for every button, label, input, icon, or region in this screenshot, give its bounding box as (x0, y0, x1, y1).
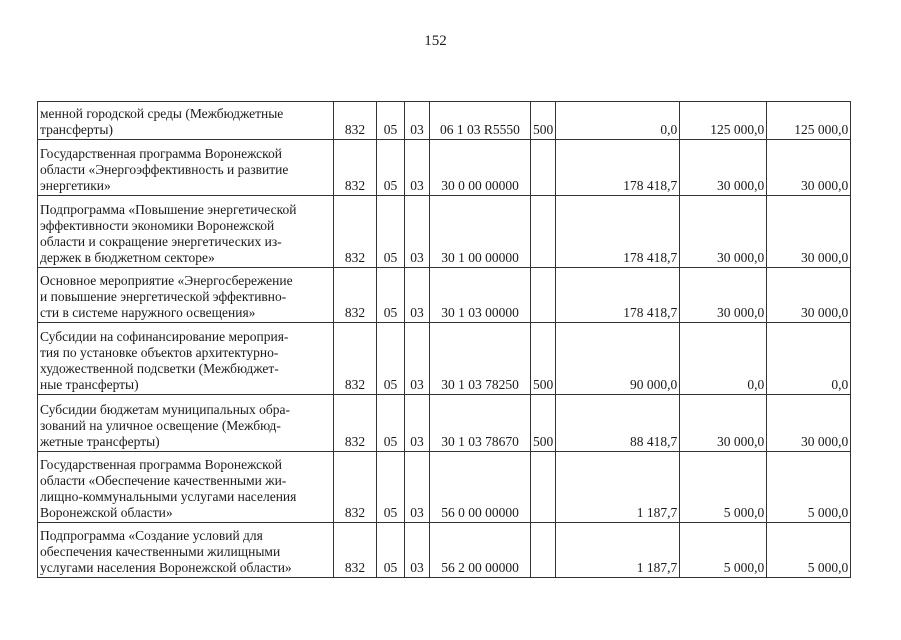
item-name-line: Воронежской области» (40, 505, 173, 520)
item-name-line: области и сокращение энергетических из- (40, 234, 282, 249)
grbs-cell: 832 (334, 268, 377, 323)
item-name-line: Государственная программа Воронежской (40, 146, 282, 161)
amount-year1-cell: 178 418,7 (556, 196, 680, 268)
amount-year3-cell: 0,0 (767, 323, 851, 395)
amount-year3-cell: 125 000,0 (767, 102, 851, 140)
table-body (38, 102, 851, 578)
table-row (38, 196, 851, 268)
amount-year1-cell: 88 418,7 (556, 395, 680, 452)
target-article-cell: 56 0 00 00000 (430, 452, 531, 523)
expense-type-cell (531, 268, 556, 323)
item-name-line: Субсидии бюджетам муниципальных обра- (40, 402, 290, 417)
amount-year3-cell: 30 000,0 (767, 196, 851, 268)
section-cell: 05 (377, 452, 405, 523)
amount-year1-cell: 178 418,7 (556, 268, 680, 323)
page-number: 152 (424, 33, 447, 49)
amount-year1-cell: 0,0 (556, 102, 680, 140)
target-article-cell: 30 1 03 78670 (430, 395, 531, 452)
item-name-line: ные трансферты) (40, 377, 139, 392)
item-name-line: энергетики» (40, 178, 111, 193)
target-article-cell: 56 2 00 00000 (430, 523, 531, 578)
amount-year3-cell: 30 000,0 (767, 140, 851, 196)
subsection-cell: 03 (405, 523, 430, 578)
subsection-cell: 03 (405, 140, 430, 196)
section-cell: 05 (377, 395, 405, 452)
target-article-cell: 30 0 00 00000 (430, 140, 531, 196)
section-cell: 05 (377, 140, 405, 196)
amount-year2-cell: 30 000,0 (680, 268, 767, 323)
item-name-cell (38, 395, 334, 452)
item-name-cell (38, 323, 334, 395)
amount-year1-cell: 1 187,7 (556, 452, 680, 523)
grbs-cell: 832 (334, 102, 377, 140)
amount-year3-cell: 5 000,0 (767, 523, 851, 578)
amount-year1-cell: 90 000,0 (556, 323, 680, 395)
item-name-cell (38, 102, 334, 140)
target-article-cell: 30 1 00 00000 (430, 196, 531, 268)
item-name-line: Подпрограмма «Создание условий для (40, 528, 263, 543)
amount-year3-cell: 30 000,0 (767, 268, 851, 323)
amount-year1-cell: 178 418,7 (556, 140, 680, 196)
section-cell: 05 (377, 268, 405, 323)
expense-type-cell (531, 140, 556, 196)
target-article-cell: 30 1 03 00000 (430, 268, 531, 323)
amount-year2-cell: 30 000,0 (680, 395, 767, 452)
expense-type-cell (531, 196, 556, 268)
item-name-line: Субсидии на софинансирование мероприя- (40, 329, 289, 344)
table-row (38, 452, 851, 523)
item-name-line: жетные трансферты) (40, 434, 160, 449)
expense-type-cell (531, 523, 556, 578)
amount-year2-cell: 5 000,0 (680, 452, 767, 523)
subsection-cell: 03 (405, 196, 430, 268)
budget-table (37, 101, 851, 578)
section-cell: 05 (377, 323, 405, 395)
amount-year1-cell: 1 187,7 (556, 523, 680, 578)
table-row (38, 268, 851, 323)
item-name-line: менной городской среды (Межбюджетные (40, 106, 284, 121)
subsection-cell: 03 (405, 323, 430, 395)
amount-year2-cell: 0,0 (680, 323, 767, 395)
item-name-line: сти в системе наружного освещения» (40, 305, 256, 320)
grbs-cell: 832 (334, 196, 377, 268)
subsection-cell: 03 (405, 268, 430, 323)
item-name-line: области «Обеспечение качественными жи- (40, 473, 287, 488)
table-row (38, 102, 851, 140)
grbs-cell: 832 (334, 523, 377, 578)
item-name-line: зований на уличное освещение (Межбюд- (40, 418, 281, 433)
amount-year2-cell: 5 000,0 (680, 523, 767, 578)
subsection-cell: 03 (405, 452, 430, 523)
expense-type-cell (531, 452, 556, 523)
target-article-cell: 30 1 03 78250 (430, 323, 531, 395)
item-name-cell (38, 196, 334, 268)
section-cell: 05 (377, 102, 405, 140)
section-cell: 05 (377, 523, 405, 578)
table-row (38, 140, 851, 196)
expense-type-cell: 500 (531, 102, 556, 140)
item-name-line: области «Энергоэффективность и развитие (40, 162, 289, 177)
item-name-line: Основное мероприятие «Энергосбережение (40, 273, 293, 288)
table-row (38, 395, 851, 452)
amount-year2-cell: 30 000,0 (680, 140, 767, 196)
item-name-line: держек в бюджетном секторе» (40, 250, 215, 265)
grbs-cell: 832 (334, 452, 377, 523)
subsection-cell: 03 (405, 395, 430, 452)
item-name-line: Государственная программа Воронежской (40, 457, 282, 472)
item-name-cell (38, 523, 334, 578)
item-name-cell (38, 268, 334, 323)
table-row (38, 523, 851, 578)
grbs-cell: 832 (334, 140, 377, 196)
subsection-cell: 03 (405, 102, 430, 140)
item-name-cell (38, 140, 334, 196)
section-cell: 05 (377, 196, 405, 268)
expense-type-cell: 500 (531, 395, 556, 452)
amount-year2-cell: 30 000,0 (680, 196, 767, 268)
amount-year3-cell: 30 000,0 (767, 395, 851, 452)
grbs-cell: 832 (334, 323, 377, 395)
item-name-line: лищно-коммунальными услугами населения (40, 489, 297, 504)
table-row (38, 323, 851, 395)
item-name-line: художественной подсветки (Межбюджет- (40, 361, 279, 376)
amount-year3-cell: 5 000,0 (767, 452, 851, 523)
expense-type-cell: 500 (531, 323, 556, 395)
item-name-line: Подпрограмма «Повышение энергетической (40, 202, 297, 217)
item-name-line: эффективности экономики Воронежской (40, 218, 275, 233)
amount-year2-cell: 125 000,0 (680, 102, 767, 140)
grbs-cell: 832 (334, 395, 377, 452)
item-name-line: услугами населения Воронежской области» (40, 560, 292, 575)
item-name-cell (38, 452, 334, 523)
target-article-cell: 06 1 03 R5550 (430, 102, 531, 140)
item-name-line: обеспечения качественными жилищными (40, 544, 281, 559)
item-name-line: тия по установке объектов архитектурно- (40, 345, 279, 360)
item-name-line: и повышение энергетической эффективно- (40, 289, 287, 304)
item-name-line: трансферты) (40, 122, 113, 137)
